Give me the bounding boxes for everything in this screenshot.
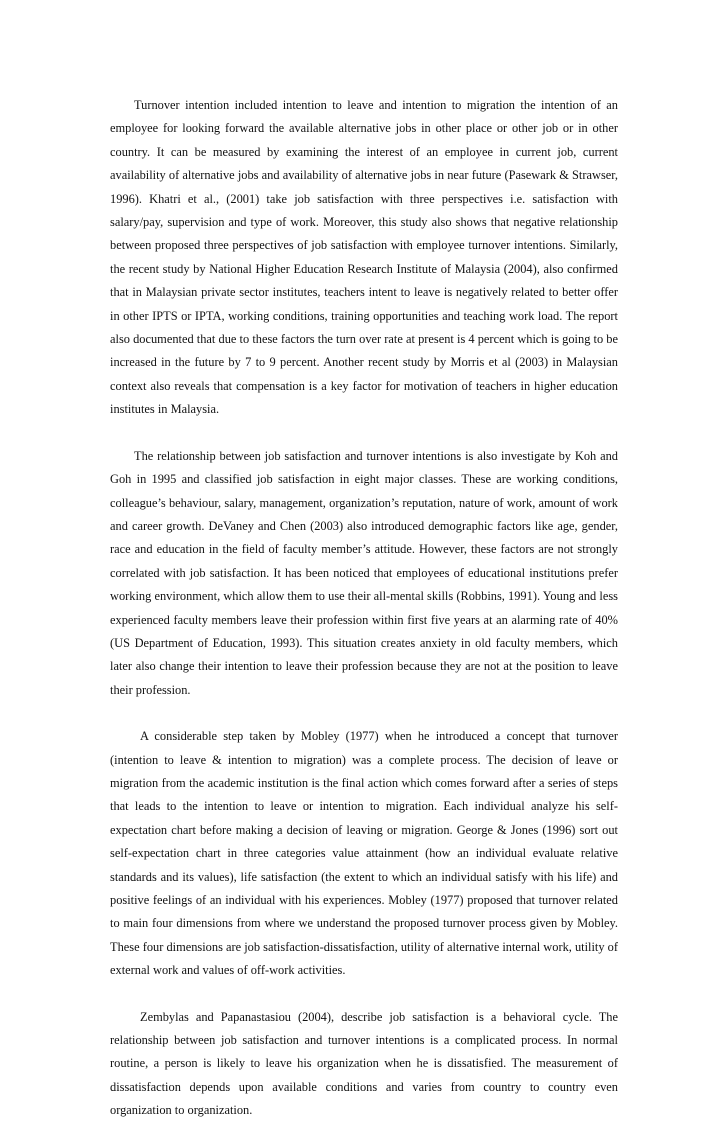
document-page [110,94,618,1146]
paragraph-mobley-concept: A considerable step taken by Mobley (1977) when he introduced a concept that turnover (intention to leave & intention to migration) was a complete process. The decision of leave or migration from the academic institution is the final action which comes forward after a series of steps that leads to the intention to leave or intention to migration. Each individual analyze his self-expectation chart before making a decision of leaving or migration. George & Jones (1996) sort out self-expectation chart in three categories value attainment (how an individual evaluate relative standards and its values), life satisfaction (the extent to which an individual satisfy with his life) and positive feelings of an individual with his experiences. Mobley (1977) proposed that turnover related to main four dimensions from where we understand the proposed turnover process given by Mobley. These four dimensions are job satisfaction-dissatisfaction, utility of alternative internal work, utility of external work and values of off-work activities. [110,729,618,978]
paragraph-zembylas-papanastasiou: Zembylas and Papanastasiou (2004), describe job satisfaction is a behavioral cycle. The relationship between job satisfaction and turnover intentions is a complicated process. In normal routine, a person is likely to leave his organization when he is dissatisfied. The measurement of dissatisfaction depends upon available conditions and varies from country to country even organization to organization. [110,1009,618,1118]
paragraph-job-satisfaction-relationship: The relationship between job satisfaction and turnover intentions is also investigate by Koh and Goh in 1995 and classified job satisfaction in eight major classes. These are working conditions, colleague’s behaviour, salary, management, organization’s reputation, nature of work, amount of work and career growth. DeVaney and Chen (2003) also introduced demographic factors like age, gender, race and education in the field of faculty member’s attitude. However, these factors are not strongly correlated with job satisfaction. It has been noticed that employees of educational institutions prefer working environment, which allow them to use their all-mental skills (Robbins, 1991). Young and less experienced faculty members leave their profession within first five years at an alarming rate of 40% (US Department of Education, 1993). This situation creates anxiety in old faculty members, which later also change their intention to leave their profession because they are not at the position to leave their profession. [110,448,618,697]
paragraph-turnover-intention: Turnover intention included intention to leave and intention to migration the intention of an employee for looking forward the available alternative jobs in other place or other job or in other country. It can be measured by examining the interest of an employee in current job, current availability of alternative jobs and availability of alternative jobs in near future (Pasewark & Strawser, 1996). Khatri et al., (2001) take job satisfaction with three perspectives i.e. satisfaction with salary/pay, supervision and type of work. Moreover, this study also shows that negative relationship between proposed three perspectives of job satisfaction with employee turnover intentions. Similarly, the recent study by National Higher Education Research Institute of Malaysia (2004), also confirmed that in Malaysian private sector institutes, teachers intent to leave is negatively related to better offer in other IPTS or IPTA, working conditions, training opportunities and teaching work load. The report also documented that due to these factors the turn over rate at present is 4 percent which is going to be increased in the future by 7 to 9 percent. Another recent study by Morris et al (2003) in Malaysian context also reveals that compensation is a key factor for motivation of teachers in higher education institutes in Malaysia. [110,98,618,417]
